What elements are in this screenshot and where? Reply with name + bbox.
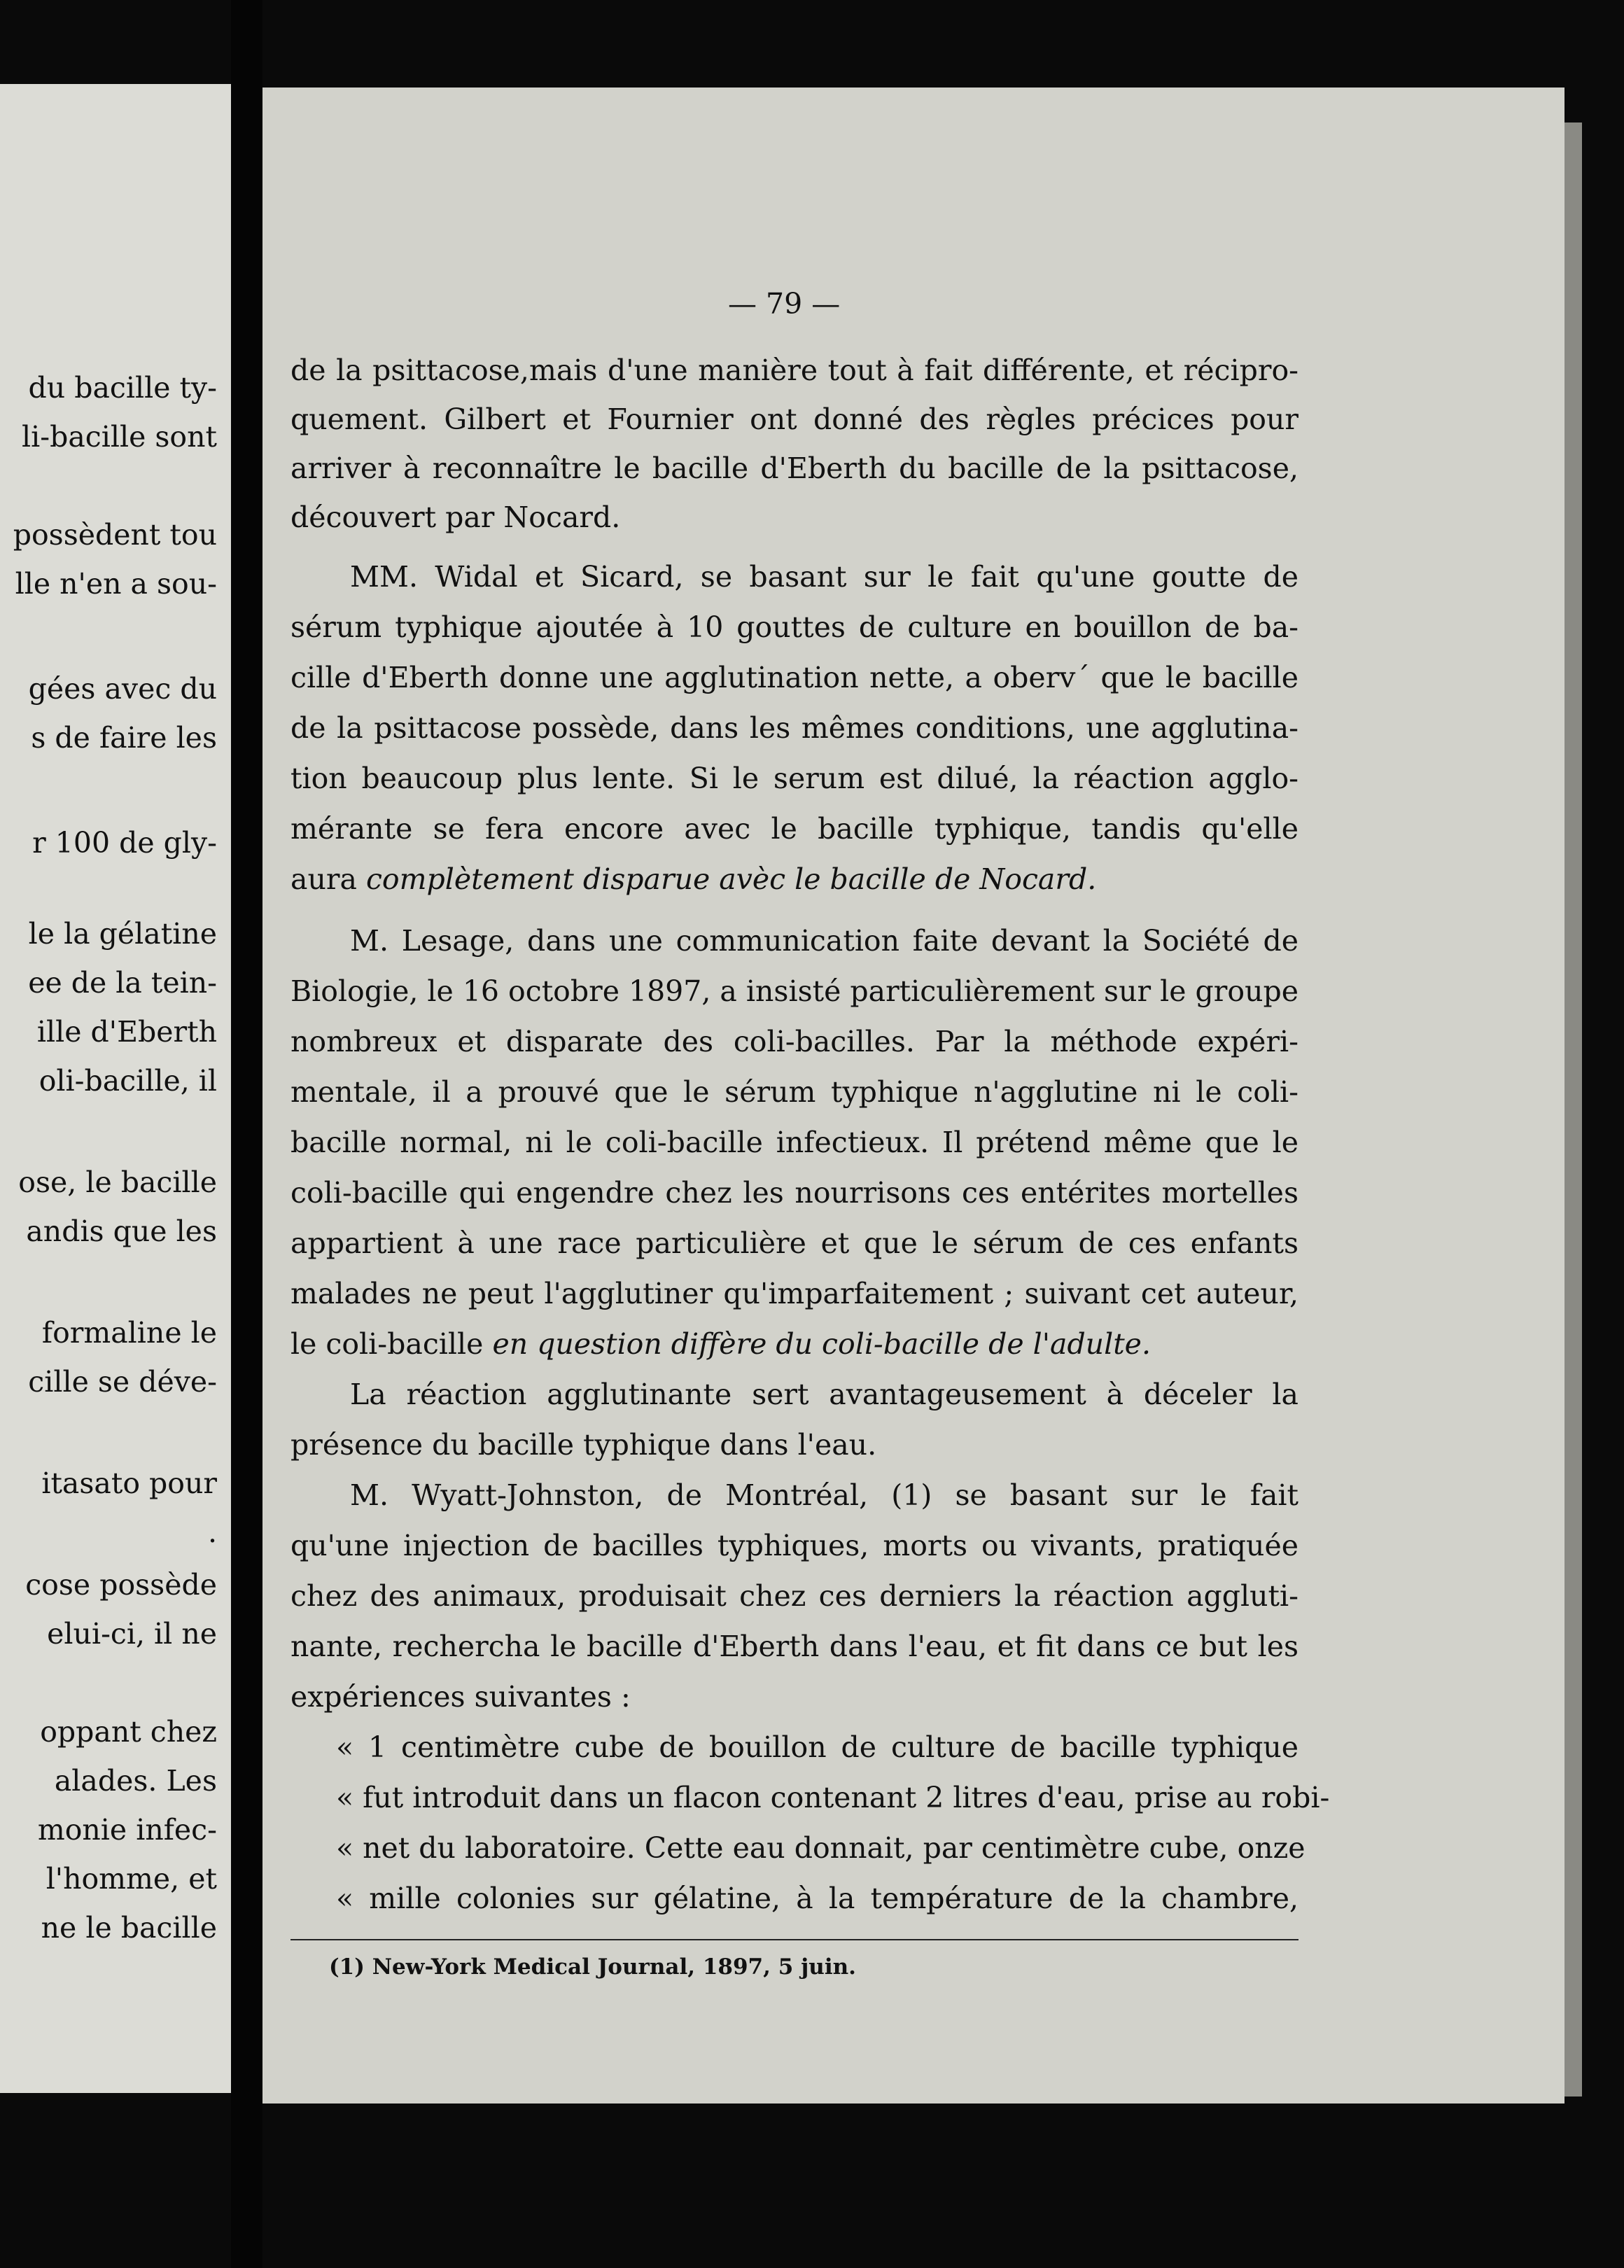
text-line: mentale, il a prouvé que le sérum typhique n'agglutine ni le coli- (290, 1075, 1298, 1109)
left-page-line: alades. Les (54, 1764, 217, 1798)
left-page-line: gées avec du (28, 672, 217, 706)
italic-span: complètement disparue avèc le bacille de Nocard. (365, 862, 1097, 896)
text-line: mérante se fera encore avec le bacille typhique, tandis qu'elle (290, 812, 1298, 846)
text-line: tion beaucoup plus lente. Si le serum est dilué, la réaction agglo- (290, 762, 1298, 795)
text-line: M. Wyatt-Johnston, de Montréal, (1) se basant sur le fait (350, 1478, 1298, 1512)
text-line (290, 1327, 1298, 1361)
left-page-line: formaline le (41, 1316, 217, 1350)
left-page-line: li-bacille sont (22, 420, 217, 454)
left-page-line: du bacille ty- (28, 371, 217, 405)
italic-span: en question diffère du coli-bacille de l'adulte. (492, 1327, 1151, 1361)
text-line: qu'une injection de bacilles typhiques, morts ou vivants, pratiquée (290, 1529, 1298, 1562)
left-page-line: s de faire les (31, 721, 217, 755)
text-line: présence du bacille typhique dans l'eau. (290, 1428, 877, 1462)
left-page-line: cose possède (25, 1568, 217, 1602)
left-page-line: oli-bacille, il (38, 1064, 217, 1098)
text-line: coli-bacille qui engendre chez les nourrisons ces entérites mortelles (290, 1176, 1298, 1210)
left-page-line: andis que les (26, 1214, 217, 1248)
text-line: découvert par Nocard. (290, 500, 621, 534)
left-page-line: monie infec- (37, 1813, 217, 1847)
text-line: expériences suivantes : (290, 1680, 631, 1714)
text-line (290, 862, 1298, 896)
text-line: malades ne peut l'agglutiner qu'imparfaitement ; suivant cet auteur, (290, 1277, 1298, 1310)
text-line: La réaction agglutinante sert avantageusement à déceler la (350, 1378, 1298, 1411)
left-page-line: possèdent tou (13, 518, 217, 552)
text-line: sérum typhique ajoutée à 10 gouttes de culture en bouillon de ba- (290, 610, 1298, 644)
text-span: le coli-bacille (290, 1327, 484, 1361)
left-page-line: oppant chez (40, 1715, 217, 1749)
page-edge (1564, 122, 1582, 2096)
left-page-line: itasato pour (41, 1466, 217, 1500)
quote-line: « mille colonies sur gélatine, à la température de la chambre, (336, 1882, 1298, 1915)
left-page-line: le la gélatine (28, 917, 217, 951)
left-page-line: r 100 de gly- (32, 826, 217, 860)
left-page-line: lle n'en a sou- (15, 567, 217, 601)
left-page-line: ille d'Eberth (36, 1015, 217, 1049)
text-line: arriver à reconnaître le bacille d'Eberth du bacille de la psittacose, (290, 451, 1298, 485)
text-line: nombreux et disparate des coli-bacilles. Par la méthode expéri- (290, 1025, 1298, 1058)
left-page-line: ne le bacille (41, 1911, 217, 1945)
text-line: Biologie, le 16 octobre 1897, a insisté particulièrement sur le groupe (290, 974, 1298, 1008)
left-page-line: ee de la tein- (28, 966, 217, 1000)
previous-page-edge (0, 84, 231, 2093)
text-line: chez des animaux, produisait chez ces derniers la réaction aggluti- (290, 1579, 1298, 1613)
text-line: MM. Widal et Sicard, se basant sur le fait qu'une goutte de (350, 560, 1298, 594)
quote-line: « fut introduit dans un flacon contenant 2 litres d'eau, prise au robi- (336, 1781, 1330, 1814)
quote-line: « 1 centimètre cube de bouillon de culture de bacille typhique (336, 1730, 1298, 1764)
page-number: — 79 — (728, 287, 841, 321)
text-line: nante, rechercha le bacille d'Eberth dans l'eau, et fit dans ce but les (290, 1630, 1298, 1663)
left-page-line: l'homme, et (46, 1862, 217, 1896)
book-gutter (231, 0, 262, 2268)
quote-line: « net du laboratoire. Cette eau donnait, par centimètre cube, onze (336, 1831, 1306, 1865)
footnote: (1) New-York Medical Journal, 1897, 5 juin. (329, 1954, 856, 1980)
text-line: cille d'Eberth donne une agglutination nette, a oberv´ que le bacille (290, 661, 1298, 694)
footnote-rule (290, 1939, 1298, 1940)
left-page-line: ose, le bacille (18, 1166, 217, 1199)
text-line: M. Lesage, dans une communication faite devant la Société de (350, 924, 1298, 958)
left-page-line: . (207, 1516, 217, 1549)
left-page-line: cille se déve- (28, 1365, 217, 1399)
text-line: quement. Gilbert et Fournier ont donné des règles précices pour (290, 402, 1298, 436)
text-span: aura (290, 862, 357, 896)
left-page-line: elui-ci, il ne (47, 1617, 217, 1651)
text-line: appartient à une race particulière et que le sérum de ces enfants (290, 1226, 1298, 1260)
text-line: de la psittacose,mais d'une manière tout à fait différente, et récipro- (290, 354, 1298, 387)
text-line: bacille normal, ni le coli-bacille infectieux. Il prétend même que le (290, 1126, 1298, 1159)
text-line: de la psittacose possède, dans les mêmes conditions, une agglutina- (290, 711, 1298, 745)
